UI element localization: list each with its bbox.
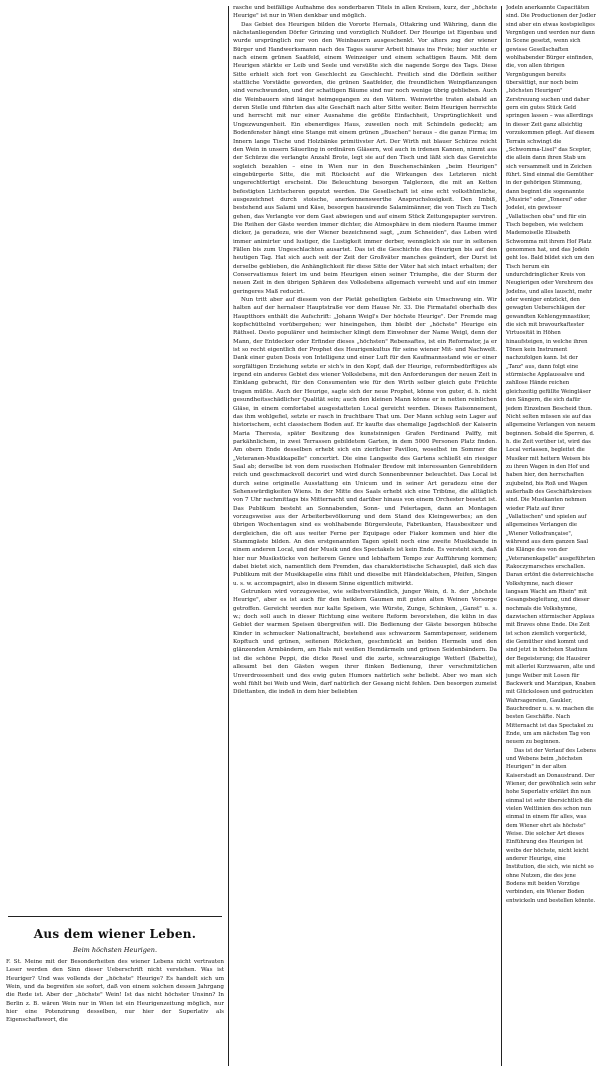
paragraph: F. St. Meine mit der Besonderheiten des wiener Lebens nicht vertrauten Leser werden den Sinn dieser Ueberschrift nicht verstehen. Was ist Heuriger? Und was vollends der „höchste" Heurige? Es handelt sich um Wein, und da begreifen sie sofort, daß von einem solchen dessen Jahrgang die Rede ist. Aber der „höchste" Wein! Ist das nicht höchster Unsinn? In Berlin z. B. wären Wein nur in Wien ist ein Heurigenzeitung möglich, nur hier eine Potenzirung desselben, nur hier der Superlativ als Eigenschaftswort, die xyxy=(6,959,224,1024)
column-rule-right xyxy=(501,6,502,1066)
paragraph: Getrunken wird vorzugsweise, wie selbstverständlich, junger Wein, d. h. der „höchste Heurige", aber es ist auch für den heiklern Gaumen mit guten alten Weinen Vorsorge getroffen. Gereicht werden nur kalte Speisen, wie Würste, Zunge, Schinken, „Ganst" u. s. w.; doch soll auch in dieser Richtung eine weitere Reform bevorstehen, die kühn in das Gebiet der warmen Speisen übergreifen will. Die Bedienung der Gäste besorgen hübsche Kinder in schmucker Nationaltracht, bestehend aus schwarzem Sammtspenser, seidenem Kopftuch und grünen, seitenen Röckchen, geschmückt an beiden Hermeln und den glänzenden Armbändern, am Hals mit weißen Hemdärmeln und grünen Seidenbändern. Da ist die schöne Peppi, die dicke Resel und die zarte, schwarzäugige Wetterl (Babette), allesamt bei den Gästen wegen ihrer flinken Bedienung, ihrer verschmitzlichen Unverdrossenheit und des ewig guten Humors natürlich sehr beliebt. Aber wo man sich wohl fühlt bei Weib und Wein, darf natürlich der Gesang nicht fehlen. Den besorgen zumeist Dilettanten, die indeß in dem hier beliebten xyxy=(233,589,497,696)
middle-column-text xyxy=(233,4,497,1066)
article-heading: Aus dem wiener Leben. xyxy=(33,927,197,941)
paragraph: Jodeln anerkannte Capacitäten sind. Die Productionen der Jodler sind aber ein etwas kostspieliges Vergnügen und werden nur dann in Scene gesetzt, wenn sich gewisse Gesellschaften wohlhabender Bürger einfinden, die, von allen übrigen Vergnügungen bereits übersättigt, nur noch beim „höchsten Heurigen" Zerstreuung suchen und daher gern ein gutes Stück Geld springen lassen – was allerdings in dieser Zeit ganz allsichtig vorzukommen pflegt. Auf diesem Terrain schwingt die „Schwomma-Lisel" das Scepter, die allein dann ihren Stab um sich versammelt und in Zeichen führt. Sind einmal die Gemüther in der gehörigen Stimmung, dann beginnt die sogenannte „Musirie" oder „Tonerei" oder Jodelei, ein gewisser „Vallatischen oba" und für ein Tisch begeben, wie welchem Mademoiselle Elisabeth Schwomma mit ihrem Hof Platz genommen hat, und das Jodeln geht los. Bald bildet sich um den Tisch herum ein undurchdringlicher Kreis von Neugierigen oder Verehrern des Jodelns, und alles lauscht, mehr oder weniger entzückt, den gewagten Ueberschlägen der gewandten Kehlengymnastiker, die sich mit bravourkaftester Virtuosität in Höhen hinaufsteigen, in welche ihren Tönen kein Instrument nachzufolgen kann. Ist der „Tanz" aus, dann folgt eine stürmische Applaussalve und zahllose Hände reichen gleichzeitig gefüllte Weingläser den Sängern, die sich dafür jedem Einzelnen Bescheid thun. Nicht selten müssen sie auf das allgemeine Verlangen von neuem beginnen. Sobald die Sperren, d. h. die Zeit vorüber ist, wird das Local verlassen, begleitet die Musiker mit heitern Weisen bis zu ihren Wagen in den Hof und haben hier, den herrschaften zujubelnd, bis Roß und Wagen außerhalb des Geschäftskreises sind. Die Musikanten nehmen wieder Platz auf ihrer „Vallatischen" und spielen auf allgemeines Verlangen die „Wiener Volksfrançaise", während aus dem ganzen Saal die Klänge des von der „Veteranenkapelle" ausgeführten Rakoczymarsches erschallen. Daran ertönt die österreichische Volkshymne, nach dieser langsam Wacht am Rhein" mit Gesangsbegleitung, und dieser nochmals die Volkshymne, dazwischen stürmischer Applaus mit Braves ohne Ende. Die Zeit ist schon ziemlich vorgerückt, die Gemüther sind kommt und sind jetzt in höchsten Stadium der Begeisterung; die Hausirer mit allerlei Kurzwaaren, alte und junge Weiber mit Losen für Backwerk und Marzipan, Knaben mit Glückslosen und gedruckten Wahrsagereien, Gaukler, Bauchredner u. s. w. machen die besten Geschäfte. Nach Mitternacht ist das Spectakel zu Ende, um am nächsten Tag von neuem zu beginnen. xyxy=(506,5,596,746)
section-rule xyxy=(8,916,222,917)
paragraph: rasche und beifällige Aufnahme des sonderbaren Titels in allen Kreisen, kurz, der „höchste Heurige" ist nur in Wien denkbar und möglich. xyxy=(233,5,497,20)
paragraph: Das ist der Verlauf des Lebens und Webens beim „höchsten Heurigen" in der alten Kaiserstadt an Donaustrand. Der Wiener, der gewöhnlich sein sehr hohe Superlativ erklärt ihn nun einmal ist sehr übersichtlich die vielen Weltlinien des schon nun einmal in einem für alles, was dem Wiener ehrt als höchste" Weise. Die solcher Art dieses Einführung des Heurigen ist weibs der höchste, nicht leicht anderer Heurige, eine Institution, die sich, wie nicht so ohne Nutzen, die des jene Bodens mit beiden Vorzüge verbinden, ein Wiener Boden entwickeln und bestellen könnte. xyxy=(506,747,596,904)
article-subheading: Beim höchsten Heurigen. xyxy=(72,946,158,954)
column-rule-left xyxy=(228,6,229,1066)
paragraph: Nun tritt aber auf diesem von der Pietät geheiligten Gebiete ein Umschwung ein. Wir halten auf der hernalser Hauptstraße vor dem Hause Nr. 33. Die Firmatafel oberhalb des Hauptthors enthält die Aufschrift: „Johann Weigl's Der höchste Heurige". Der Fremde mag kopfschüttelnd vorübergehen; wer hineingehen, ihm bleibt der „höchste" Heurige ein Räthsel. Desto populärer und heimischer klingt dem Einwohner der Name Weigl, denn der Mann, der Entdecker oder Erfinder dieses „höchsten" Rebensaftes, ist ein Reformator, ja er ist so recht eigentlich der Prophet des Heurigenkultus für seine wiener Mit- und Nachwelt. Dank einer guten Dosis von Intelligenz und einer Luft für den Kaufmannsstand wie er einer sorgfältigen Erziehung setzte er sich's in den Kopf, daß der Heurige, reformbedürftiges als irgend ein anderes Gebiet des wiener Volkslebens, mit den Anforderungen der neuen Zeit in Einklang gebracht, für den Consumenten wie für den Wirth selber gleich gute Früchte tragen müßte. Auch der Heurige, sagte sich der neue Prophet, könne von guter, d. h. nicht gesundheitsschädlicher Qualität sein; auch den kleinen Mann könne er in netten reinlichen Gläse, in einem comfortabel ausgestatteten Local gereicht werden. Dieses Raisonnement, das ihm wohlgefiel, setzte er rasch in fruchtbare That um. Der Mann schlug sein Lager auf historischem, echt classischem Boden auf. Er kaufte das ehemalige Jagdschloß der Kaiserin Maria Theresia, später Besitzung des kunstsinnigen Grafen Ferdinand Palffy, mit parkähnlichem, in zwei Terrassen gebildetem Garten, in dem 5000 Personen Platz finden. Am obern Ende desselben erhebt sich ein zierlicher Pavillon, woselbst im Sommer die „Veteranen-Musikkapelle" concertirt. Die eine Langseite des Gartens schließt ein riesiger Saal ab; derselbe ist von dem russischen Hofmaler Bredow mit interessanten Genrebildern reich und geschmackvoll decorirt und wird durch Sonnenbrenner beleuchtet. Das Local ist durch seine originelle Ausstattung ein Unicum und in seiner Art geradezu eine der Sehenswürdigkeiten Wiens. In der Mitte des Saals erhebt sich eine Tribüne, die alltäglich von 7 Uhr nachmittags bis Mitternacht und darüber hinaus von einem Orchester besetzt ist. Das Publikum besteht an Sonnabenden, Sonn- und Feiertagen, dann an Montagen vorzugsweise aus der Arbeiterbevölkerung und dem Stand des Kleingewerbes; an den übrigen Wochentagen sind es wohlhabende Bürgersleute, Fabrikanten, Hausbesitzer und dergleichen, die oft aus weiter Ferne per Equipage oder Fiaker kommen und hier die Stammgäste bilden. An den erstgenannten Tagen spielt noch eine zweite Musikbande in einem anderen Local, und der Musik und des Spectakels ist kein Ende. Es versteht sich, daß hier nur Musikstücke von heiterem Genre und lebhaftem Tempo zur Aufführung kommen; dabei bietet sich, namentlich dem Fremden, das charakteristische Schauspiel, daß sich das Publikum mit der Musikkapelle eins fühlt und dieselbe mit Händeklatschen, Pfeifen, Singen u. s. w. accompagnirt, also in diesem Sinne eigentlich mitwirkt. xyxy=(233,297,497,587)
left-column-text xyxy=(6,958,224,1066)
right-column-text xyxy=(506,4,596,1066)
paragraph: Das Gebiet des Heurigen bilden die Vororte Hernals, Ottakring und Währing, dann die nächstanliegenden Dörfer Grinzing und vorzüglich Nußdorf. Der Heurige ist Eigenbau und wurde ursprünglich nur von den Weinbauern ausgeschenkt. Vor alters zog der wiener Bürger und Handwerksmann nach des Tages saurer Arbeit hinaus ins Freie; hier suchte er nach einem grünen Saatfeld, einem Weinzeiger und einem schattigen Baum. Mit dem Heurigen stärkte er Leib und Seele und versüßte sich die nagende Sorge des Tags. Diese Sitte erhielt sich fort von Geschlecht zu Geschlecht. Freilich sind die Dörflein seither stattliche Vorstädte geworden, die grünen Saatfelder, die freundlichen Weinpflanzungen sind verschwunden, und der schattigen Bäume sind nur noch wenige übrig geblieben. Auch die Weinbauern sind längst heimgegangen zu den Vätern. Weinwirthe traten alsbald an deren Stelle und führten das alte Geschäft nach alter Sitte weiter. Beim Heurigen herrschte und herrscht mit nur einer Ausnahme die größte Einfachheit, Ursprünglichkeit und Ungezwungenheit. Ein ebenerdiges Haus, zuweilen noch mit Schindeln gedeckt; am Bodenfenster hängt eine Stange mit einem grünen „Buschen" heraus – die ganze Firma; im Innern lange Tische und Holzbänke primitivster Art. Der Wirth mit blauer Schürze reicht den Wein in unsern Säuerling in ordinären Gläsern, wol auch in irdenen Kannen, nimmt aus der Schürze die verlangte Anzahl Brote, legt sie auf den Tisch und läßt sich das Gereichte sogleich bezahlen – eine in Wien nur in den Buschenschänken „beim Heurigen" eingebürgerte Sitte, die mit Rücksicht auf die Wirkungen des Letzteren nicht ungerechtfertigt erscheint. Die Beleuchtung besorgen Talglerzen, die mit an Ketten befestigten Lichtscheren geputzt werden. Die Gesellschaft ist eine echt volksthümliche, ausgezeichnet durch stoische, anerkennenswerthe Anspruchslosigkeit. Den Imbiß, bestehend aus Salami und Käse, besorgen hausirende Salamimänner, die von Tisch zu Tisch gehen, das Verlangte vor dem Gast abwiegen und auf einem Stück Zeitungspapier serviren. Die Reihen der Gäste werden immer dichter, die Atmosphäre in dem niedern Raume immer dicker, ja geradezu, wie der Wiener bezeichnend sagt, „zum Schneiden", das Leben wird immer animirter und lustiger, die Lustigkeit immer derber, wenngleich sie nur in seltenen Fällen bis zum Ungeschlachten ausartet. Das ist die Geschichte des Heurigen bis auf den heutigen Tag. Hat sich auch seit der Zeit der Großväter manches geändert, der Durst ist derselbe geblieben, die Anhänglichkeit für diese Sitte der Väter hat sich intact erhalten; der Conservatismus feiert im und beim Heurigen einen seiner Triumphe, die der Sturm der neuen Zeit in den übrigen Sphären des Volkslebens allgemach verweht und auf ein immer geringeres Maß reducirt. xyxy=(233,21,497,295)
